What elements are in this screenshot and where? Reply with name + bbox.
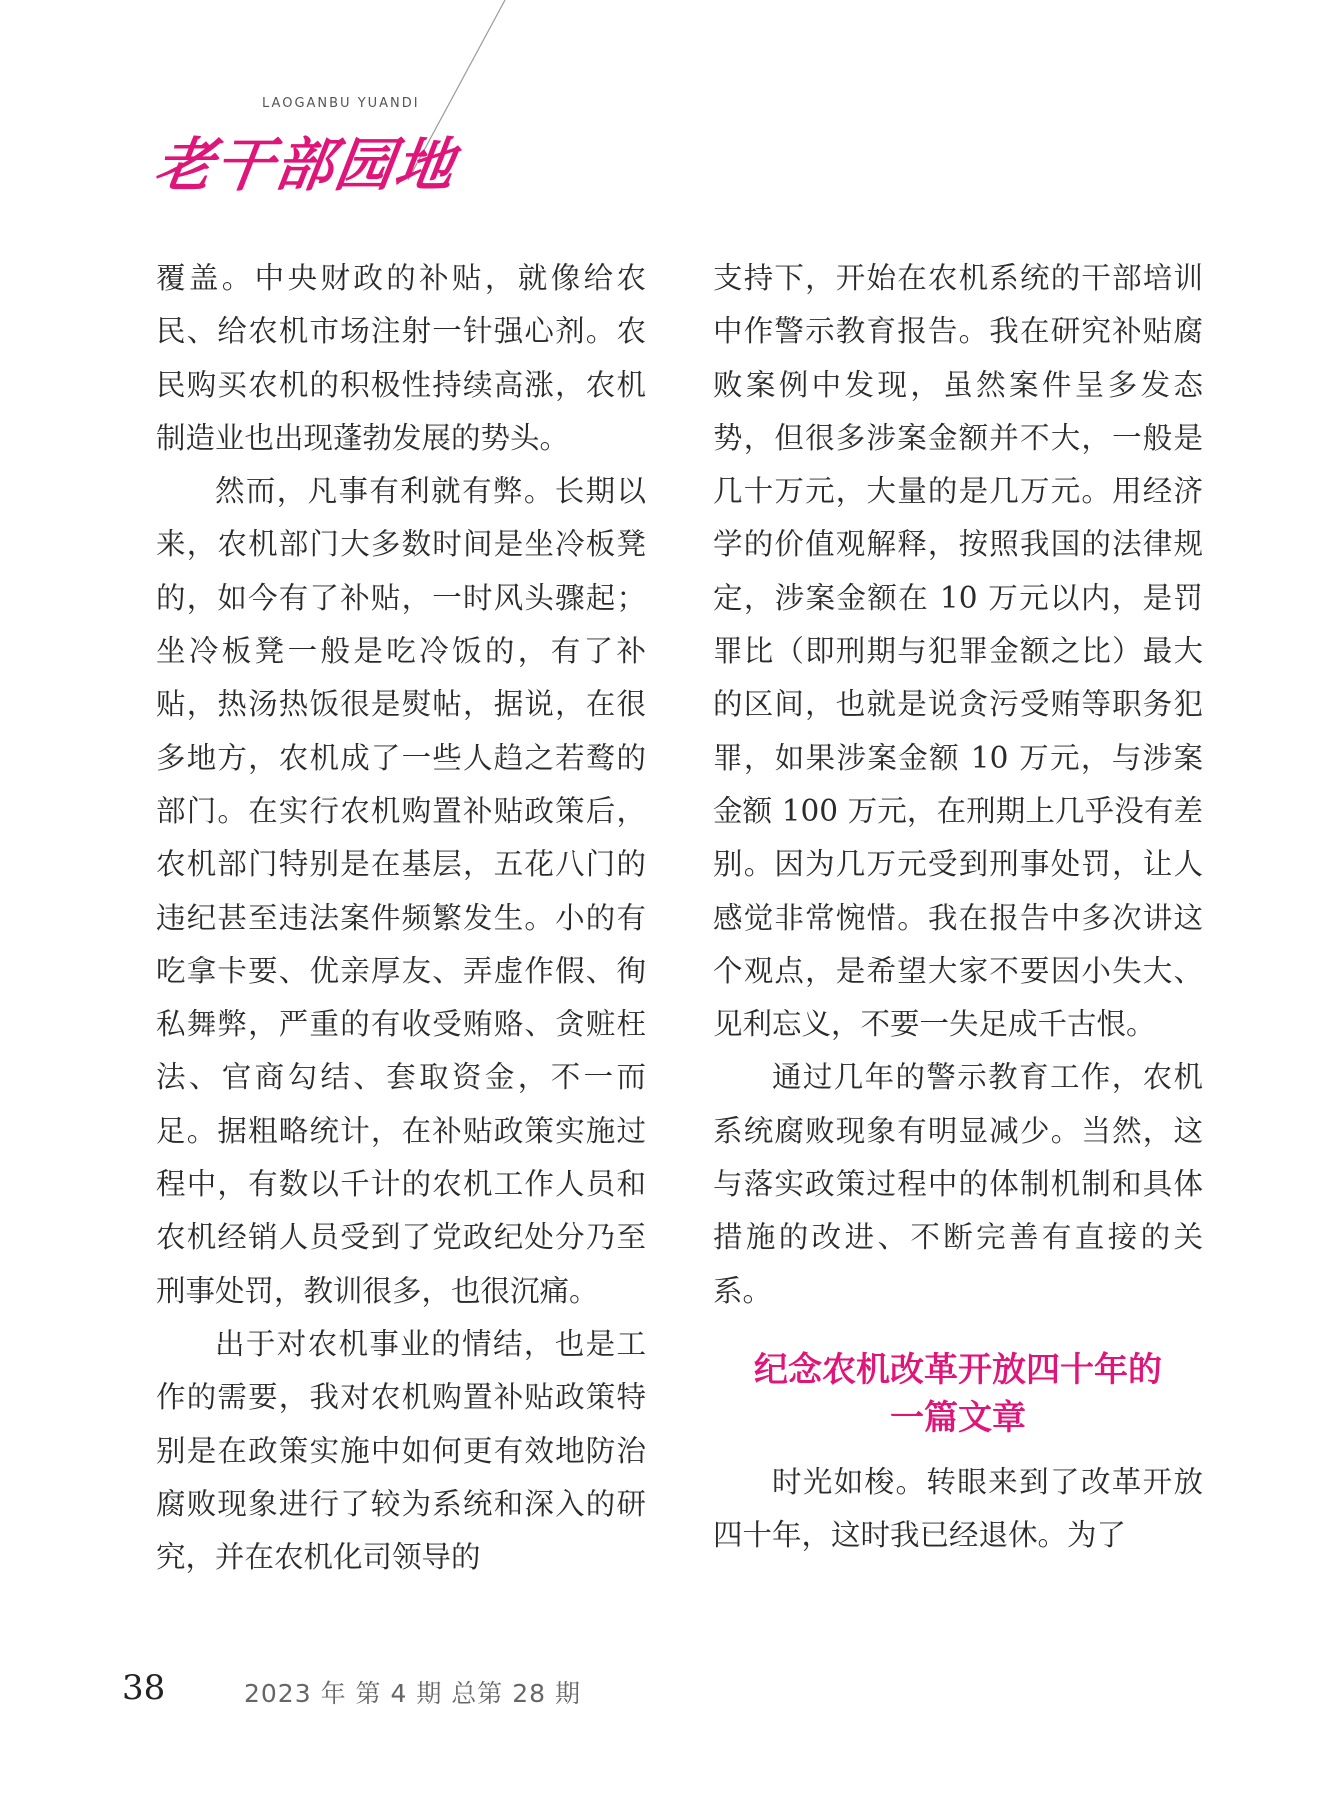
section-title-line-1: 纪念农机改革开放四十年的 bbox=[754, 1349, 1162, 1390]
paragraph: 时光如梭。转眼来到了改革开放四十年，这时我已经退休。为了 bbox=[713, 1464, 1203, 1553]
issue-info: 2023 年 第 4 期 总第 28 期 bbox=[244, 1679, 581, 1708]
paragraph: 覆盖。中央财政的补贴，就像给农民、给农机市场注射一针强心剂。农民购买农机的积极性持续高涨，农机制造业也出现蓬勃发展的势头。 bbox=[156, 261, 646, 455]
logo-title: 老干部园地 bbox=[150, 131, 461, 199]
paragraph: 然而，凡事有利就有弊。长期以来，农机部门大多数时间是坐冷板凳的，如今有了补贴，一时风头骤起；坐冷板凳一般是吃冷饭的，有了补贴，热汤热饭很是熨帖，据说，在很多地方，农机成了一些人趋之若鹜的部门。在实行农机购置补贴政策后，农机部门特别是在基层，五花八门的违纪甚至违法案件频繁发生。小的有吃拿卡要、优亲厚友、弄虚作假、徇私舞弊，严重的有收受贿赂、贪赃枉法、官商勾结、套取资金，不一而足。据粗略统计，在补贴政策实施过程中，有数以千计的农机工作人员和农机经销人员受到了党政纪处分乃至刑事处罚，教训很多，也很沉痛。 bbox=[156, 474, 646, 1308]
paragraph: 出于对农机事业的情结，也是工作的需要，我对农机购置补贴政策特别是在政策实施中如何更有效地防治腐败现象进行了较为系统和深入的研究，并在农机化司领导的 bbox=[156, 1326, 646, 1575]
paragraph: 通过几年的警示教育工作，农机系统腐败现象有明显减少。当然，这与落实政策过程中的体制机制和具体措施的改进、不断完善有直接的关系。 bbox=[713, 1060, 1203, 1308]
paragraph: 支持下，开始在农机系统的干部培训中作警示教育报告。我在研究补贴腐败案例中发现，虽然案件呈多发态势，但很多涉案金额并不大，一般是几十万元，大量的是几万元。用经济学的价值观解释，按照我国的法律规定，涉案金额在 10 万元以内，是罚罪比（即刑期与犯罪金额之比）最大的区间，也就是说贪污受贿等职务犯罪，如果涉案金额 10 万元，与涉案金额 100 万元，在刑期上几乎没有差别。因为几万元受到刑事处罚，让人感觉非常惋惜。我在报告中多次讲这个观点，是希望大家不要因小失大、见利忘义，不要一失足成千古恨。 bbox=[713, 261, 1203, 1042]
logo-subtitle: LAOGANBU YUANDI bbox=[262, 96, 420, 111]
page-header bbox=[0, 0, 1323, 200]
left-column bbox=[156, 252, 646, 1584]
section-title bbox=[713, 1346, 1203, 1442]
page-number: 38 bbox=[122, 1668, 166, 1708]
right-column bbox=[713, 252, 1203, 1563]
section-title-line-2: 一篇文章 bbox=[890, 1397, 1026, 1438]
